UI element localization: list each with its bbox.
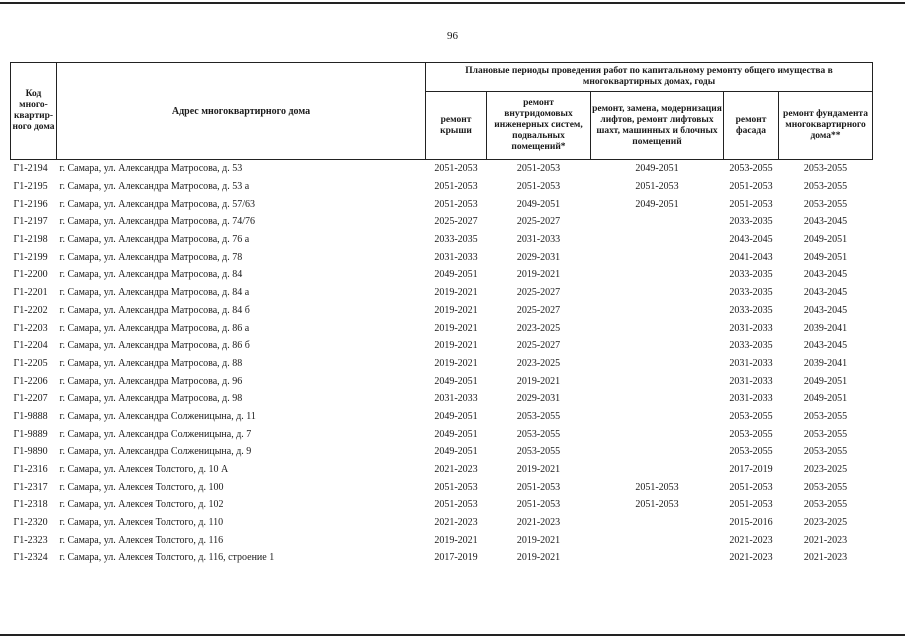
house-code: Г1-2207 xyxy=(13,393,48,405)
roof-period: 2017-2019 xyxy=(434,552,478,564)
capital-repair-table xyxy=(10,62,873,567)
table-row xyxy=(11,248,873,266)
roof-period: 2049-2051 xyxy=(434,269,478,281)
house-code: Г1-2324 xyxy=(13,552,48,564)
house-code: Г1-2206 xyxy=(13,375,48,387)
facade-period: 2033-2035 xyxy=(729,269,773,281)
table-row xyxy=(11,355,873,373)
house-address: г. Самара, ул. Александра Солженицына, д. 7 xyxy=(59,428,252,440)
foundation-period: 2049-2051 xyxy=(803,393,848,405)
roof-period: 2051-2053 xyxy=(434,198,478,210)
facade-period: 2015-2016 xyxy=(729,517,773,529)
systems-period: 2019-2021 xyxy=(516,269,561,281)
elevators-period xyxy=(591,408,724,426)
roof-period: 2049-2051 xyxy=(434,446,478,458)
foundation-period: 2023-2025 xyxy=(803,464,848,476)
house-address: г. Самара, ул. Алексея Толстого, д. 110 xyxy=(59,517,224,529)
facade-period: 2053-2055 xyxy=(724,160,779,178)
house-code: Г1-2316 xyxy=(13,464,48,476)
table-body xyxy=(11,160,873,567)
elevators-period xyxy=(591,461,724,479)
house-code: Г1-2203 xyxy=(13,322,48,334)
page-number: 96 xyxy=(447,30,458,42)
table-row xyxy=(11,213,873,231)
elevators-period xyxy=(591,337,724,355)
table-row xyxy=(11,514,873,532)
facade-period: 2031-2033 xyxy=(729,357,773,369)
house-address: г. Самара, ул. Александра Матросова, д. 57/63 xyxy=(59,198,256,210)
house-address: г. Самара, ул. Александра Матросова, д. 88 xyxy=(59,357,243,369)
house-address: г. Самара, ул. Александра Матросова, д. 84 б xyxy=(59,304,250,316)
roof-period: 2019-2021 xyxy=(434,287,478,299)
foundation-period: 2053-2055 xyxy=(803,428,848,440)
facade-period: 2053-2055 xyxy=(729,428,773,440)
foundation-period: 2043-2045 xyxy=(803,340,848,352)
roof-period: 2033-2035 xyxy=(434,234,478,246)
roof-period: 2021-2023 xyxy=(434,464,478,476)
house-code: Г1-2202 xyxy=(13,304,48,316)
foundation-period: 2053-2055 xyxy=(803,446,848,458)
foundation-period: 2039-2041 xyxy=(803,322,848,334)
elevators-period xyxy=(591,302,724,320)
house-address: г. Самара, ул. Александра Матросова, д. 86 а xyxy=(59,322,250,334)
table-row xyxy=(11,443,873,461)
systems-period: 2029-2031 xyxy=(516,393,561,405)
foundation-period: 2049-2051 xyxy=(803,234,848,246)
facade-period: 2021-2023 xyxy=(729,534,773,546)
roof-period: 2021-2023 xyxy=(434,517,478,529)
header-roof: ремонт крыши xyxy=(426,92,487,160)
house-address: г. Самара, ул. Александра Солженицына, д. 9 xyxy=(59,446,252,458)
facade-period: 2031-2033 xyxy=(729,393,773,405)
systems-period: 2053-2055 xyxy=(516,410,561,422)
foundation-period: 2043-2045 xyxy=(803,269,848,281)
foundation-period: 2043-2045 xyxy=(803,287,848,299)
table-row xyxy=(11,372,873,390)
systems-period: 2019-2021 xyxy=(516,375,561,387)
header-address: Адрес многоквартирного дома xyxy=(57,63,426,160)
elevators-period xyxy=(591,248,724,266)
facade-period: 2053-2055 xyxy=(729,446,773,458)
systems-period: 2051-2053 xyxy=(516,499,561,511)
house-address: г. Самара, ул. Александра Матросова, д. 84 xyxy=(59,269,243,281)
facade-period: 2051-2053 xyxy=(729,181,773,193)
header-planned-periods: Плановые периоды проведения работ по капитальному ремонту общего имущества в многоквартирных домах, годы xyxy=(426,63,873,92)
table-row xyxy=(11,231,873,249)
table-row xyxy=(11,178,873,196)
systems-period: 2029-2031 xyxy=(516,251,561,263)
house-code: Г1-9890 xyxy=(13,446,48,458)
elevators-period xyxy=(591,425,724,443)
house-code: Г1-2199 xyxy=(13,251,48,263)
facade-period: 2017-2019 xyxy=(729,464,773,476)
facade-period: 2033-2035 xyxy=(729,287,773,299)
house-code: Г1-2201 xyxy=(13,287,48,299)
header-elevators: ремонт, замена, модернизация лифтов, ремонт лифтовых шахт, машинных и блочных помещений xyxy=(591,92,724,160)
house-address: г. Самара, ул. Алексея Толстого, д. 10 А xyxy=(59,464,229,476)
facade-period: 2033-2035 xyxy=(729,340,773,352)
facade-period: 2053-2055 xyxy=(729,410,773,422)
elevators-period xyxy=(591,266,724,284)
house-address: г. Самара, ул. Александра Матросова, д. 98 xyxy=(59,393,243,405)
foundation-period: 2049-2051 xyxy=(803,375,848,387)
foundation-period: 2043-2045 xyxy=(803,216,848,228)
table-row xyxy=(11,337,873,355)
house-address: г. Самара, ул. Александра Матросова, д. 96 xyxy=(59,375,243,387)
roof-period: 2049-2051 xyxy=(434,428,478,440)
table-row xyxy=(11,478,873,496)
house-address: г. Самара, ул. Александра Матросова, д. 74/76 xyxy=(59,216,256,228)
roof-period: 2051-2053 xyxy=(426,160,487,178)
elevators-period xyxy=(591,390,724,408)
house-address: г. Самара, ул. Алексея Толстого, д. 102 xyxy=(59,499,224,511)
systems-period: 2051-2053 xyxy=(487,160,591,178)
foundation-period: 2049-2051 xyxy=(803,251,848,263)
foundation-period: 2053-2055 xyxy=(803,410,848,422)
table-row xyxy=(11,319,873,337)
elevators-period: 2051-2053 xyxy=(635,499,679,511)
house-address: г. Самара, ул. Александра Матросова, д. 86 б xyxy=(59,340,250,352)
house-address: г. Самара, ул. Александра Матросова, д. 53 а xyxy=(59,181,250,193)
header-systems: ремонт внутридомовых инженерных систем, подвальных помещений* xyxy=(487,92,591,160)
foundation-period: 2053-2055 xyxy=(803,181,848,193)
table-row xyxy=(11,531,873,549)
facade-period: 2033-2035 xyxy=(729,216,773,228)
elevators-period xyxy=(591,549,724,567)
roof-period: 2051-2053 xyxy=(434,181,478,193)
elevators-period: 2049-2051 xyxy=(591,160,724,178)
elevators-period xyxy=(591,355,724,373)
table-row xyxy=(11,302,873,320)
table-row xyxy=(11,496,873,514)
foundation-period: 2053-2055 xyxy=(803,198,848,210)
roof-period: 2049-2051 xyxy=(434,375,478,387)
elevators-period xyxy=(591,319,724,337)
house-code: Г1-2195 xyxy=(13,181,48,193)
house-code: Г1-2323 xyxy=(13,534,48,546)
house-code: Г1-2200 xyxy=(13,269,48,281)
roof-period: 2031-2033 xyxy=(434,251,478,263)
elevators-period: 2051-2053 xyxy=(635,181,679,193)
roof-period: 2019-2021 xyxy=(434,534,478,546)
roof-period: 2051-2053 xyxy=(434,481,478,493)
house-code: Г1-2194 xyxy=(11,160,57,178)
systems-period: 2019-2021 xyxy=(516,464,561,476)
systems-period: 2031-2033 xyxy=(516,234,561,246)
table-row xyxy=(11,160,873,178)
systems-period: 2019-2021 xyxy=(516,552,561,564)
header-foundation: ремонт фундамента многоквартирного дома** xyxy=(779,92,873,160)
house-code: Г1-2197 xyxy=(13,216,48,228)
house-address: г. Самара, ул. Александра Матросова, д. 78 xyxy=(59,251,243,263)
table-row xyxy=(11,266,873,284)
table-row xyxy=(11,284,873,302)
foundation-period: 2043-2045 xyxy=(803,304,848,316)
bottom-rule xyxy=(0,634,905,636)
house-address: г. Самара, ул. Александра Солженицына, д. 11 xyxy=(59,410,256,422)
house-address: г. Самара, ул. Александра Матросова, д. 84 а xyxy=(59,287,250,299)
roof-period: 2031-2033 xyxy=(434,393,478,405)
systems-period: 2025-2027 xyxy=(516,340,561,352)
systems-period: 2021-2023 xyxy=(516,517,561,529)
elevators-period: 2051-2053 xyxy=(635,481,679,493)
table-row xyxy=(11,549,873,567)
table-row xyxy=(11,461,873,479)
house-code: Г1-2196 xyxy=(13,198,48,210)
elevators-period xyxy=(591,443,724,461)
elevators-period xyxy=(591,514,724,532)
facade-period: 2051-2053 xyxy=(729,198,773,210)
foundation-period: 2053-2055 xyxy=(803,481,848,493)
house-code: Г1-2317 xyxy=(13,481,48,493)
elevators-period xyxy=(591,372,724,390)
foundation-period: 2039-2041 xyxy=(803,357,848,369)
house-code: Г1-2198 xyxy=(13,234,48,246)
house-code: Г1-9889 xyxy=(13,428,48,440)
systems-period: 2025-2027 xyxy=(516,216,561,228)
systems-period: 2049-2051 xyxy=(516,198,561,210)
roof-period: 2019-2021 xyxy=(434,340,478,352)
foundation-period: 2023-2025 xyxy=(803,517,848,529)
systems-period: 2019-2021 xyxy=(516,534,561,546)
roof-period: 2019-2021 xyxy=(434,304,478,316)
house-address: г. Самара, ул. Александра Матросова, д. 76 а xyxy=(59,234,250,246)
house-code: Г1-2320 xyxy=(13,517,48,529)
house-code: Г1-9888 xyxy=(13,410,48,422)
roof-period: 2049-2051 xyxy=(434,410,478,422)
systems-period: 2025-2027 xyxy=(516,304,561,316)
elevators-period xyxy=(591,284,724,302)
systems-period: 2051-2053 xyxy=(516,181,561,193)
facade-period: 2031-2033 xyxy=(729,322,773,334)
elevators-period xyxy=(591,531,724,549)
foundation-period: 2021-2023 xyxy=(803,534,848,546)
top-rule xyxy=(0,2,905,4)
facade-period: 2043-2045 xyxy=(729,234,773,246)
roof-period: 2019-2021 xyxy=(434,357,478,369)
systems-period: 2023-2025 xyxy=(516,322,561,334)
roof-period: 2019-2021 xyxy=(434,322,478,334)
facade-period: 2021-2023 xyxy=(729,552,773,564)
header-code: Код много-квартир-ного дома xyxy=(11,63,57,160)
house-address: г. Самара, ул. Алексея Толстого, д. 100 xyxy=(59,481,224,493)
facade-period: 2041-2043 xyxy=(729,251,773,263)
house-code: Г1-2318 xyxy=(13,499,48,511)
facade-period: 2051-2053 xyxy=(729,481,773,493)
table-row xyxy=(11,425,873,443)
facade-period: 2033-2035 xyxy=(729,304,773,316)
roof-period: 2051-2053 xyxy=(434,499,478,511)
systems-period: 2053-2055 xyxy=(516,428,561,440)
house-address: г. Самара, ул. Алексея Толстого, д. 116 xyxy=(59,534,224,546)
elevators-period xyxy=(591,231,724,249)
table-header xyxy=(11,63,873,160)
house-address: г. Самара, ул. Александра Матросова, д. 53 xyxy=(57,160,426,178)
facade-period: 2051-2053 xyxy=(729,499,773,511)
foundation-period: 2021-2023 xyxy=(803,552,848,564)
roof-period: 2025-2027 xyxy=(434,216,478,228)
table-row xyxy=(11,408,873,426)
systems-period: 2053-2055 xyxy=(516,446,561,458)
house-code: Г1-2205 xyxy=(13,357,48,369)
facade-period: 2031-2033 xyxy=(729,375,773,387)
systems-period: 2051-2053 xyxy=(516,481,561,493)
table-row xyxy=(11,390,873,408)
foundation-period: 2053-2055 xyxy=(803,499,848,511)
house-code: Г1-2204 xyxy=(13,340,48,352)
systems-period: 2025-2027 xyxy=(516,287,561,299)
elevators-period: 2049-2051 xyxy=(635,198,679,210)
systems-period: 2023-2025 xyxy=(516,357,561,369)
header-facade: ремонт фасада xyxy=(724,92,779,160)
table-row xyxy=(11,195,873,213)
elevators-period xyxy=(591,213,724,231)
house-address: г. Самара, ул. Алексея Толстого, д. 116, строение 1 xyxy=(59,552,275,564)
foundation-period: 2053-2055 xyxy=(779,160,873,178)
